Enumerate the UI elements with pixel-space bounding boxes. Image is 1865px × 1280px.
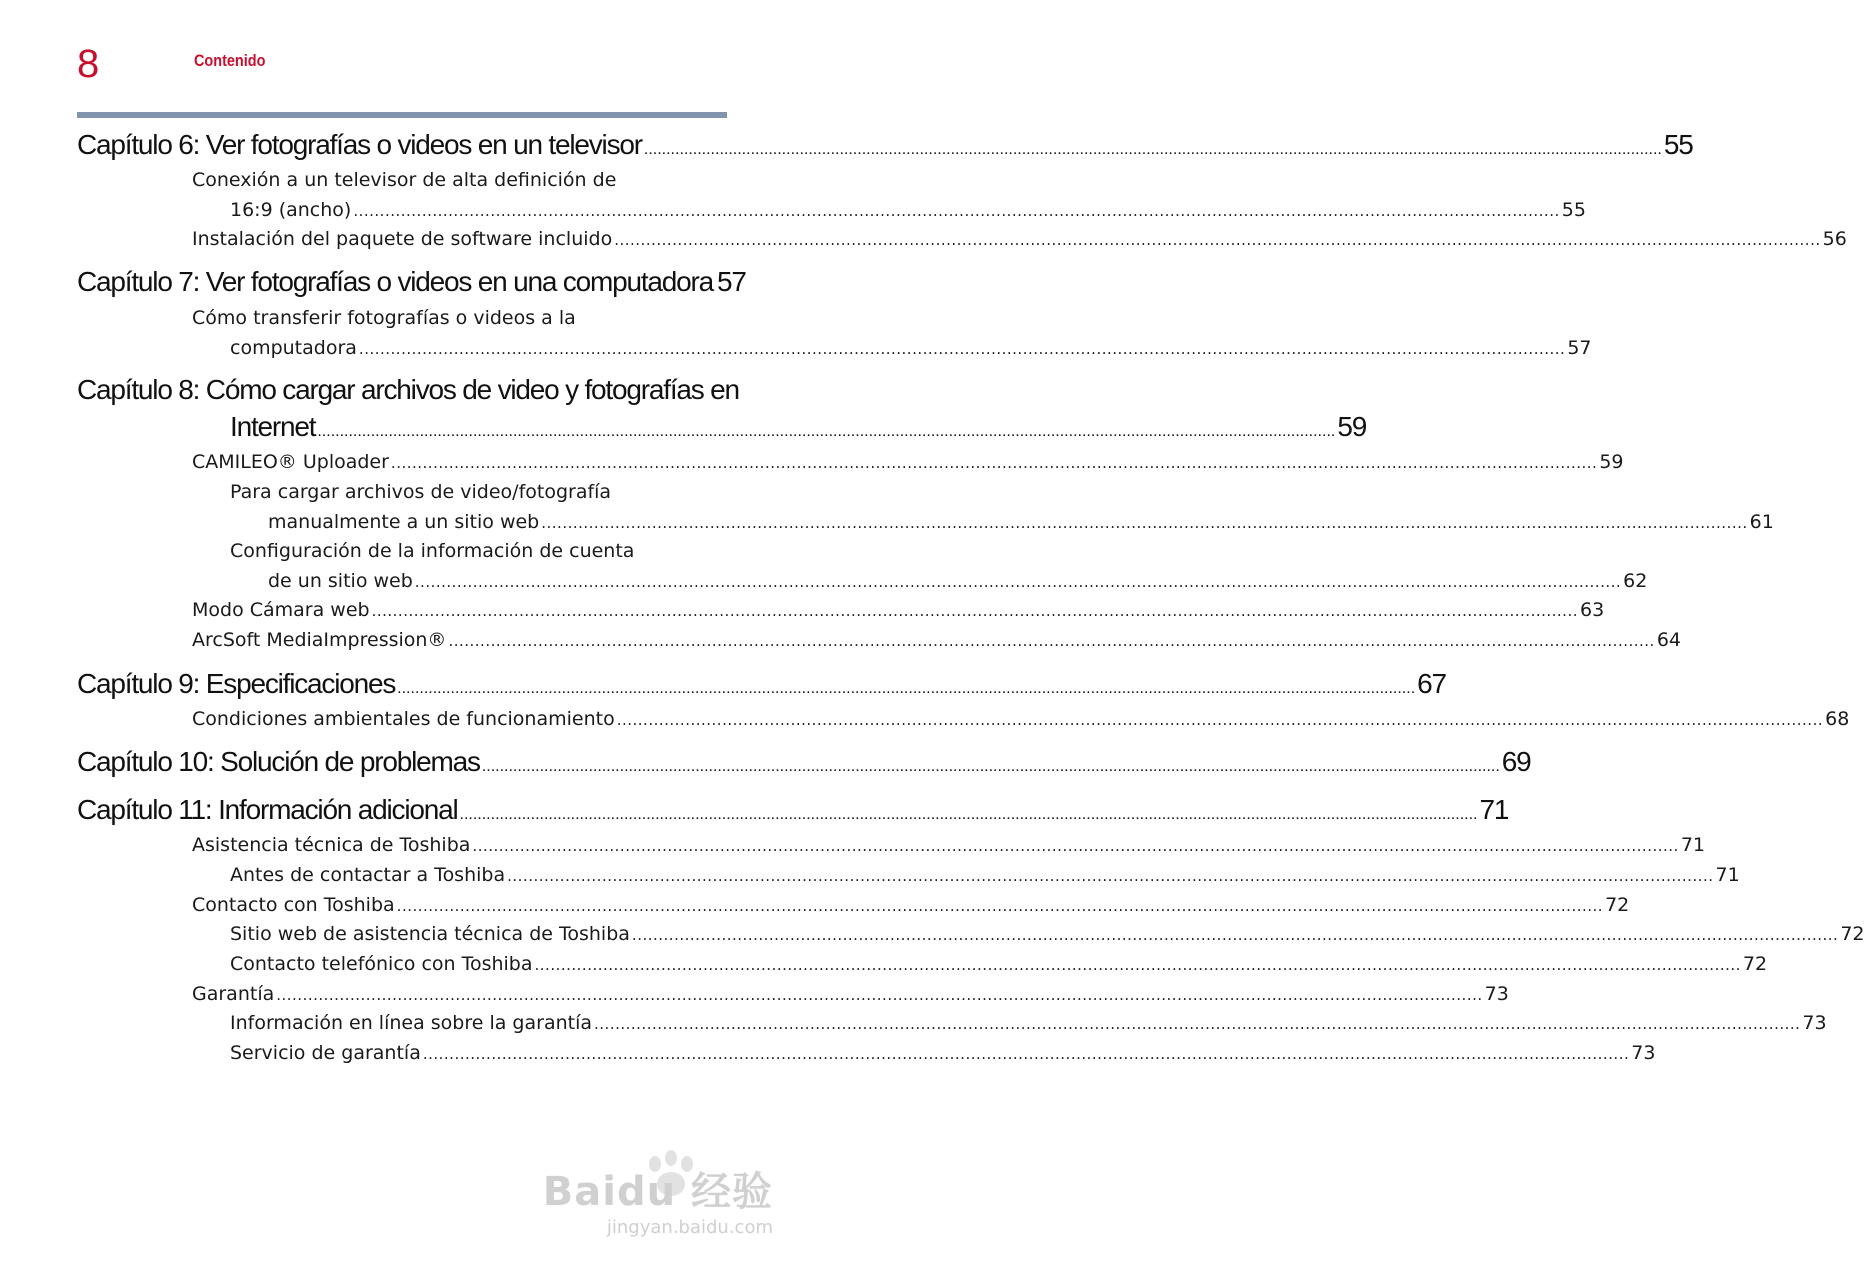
toc-entry-title: Modo Cámara web [192,599,370,621]
toc-entry-title: Capítulo 10: Solución de problemas [77,746,480,777]
toc-page-number: 56 [1822,228,1847,250]
toc-page-number: 64 [1656,629,1682,651]
toc-leader-dots [415,568,1621,596]
toc-entry-title: Capítulo 6: Ver fotografías o videos en un televisor [77,129,642,160]
toc-page-number: 73 [1484,983,1509,1005]
toc-subsection[interactable] [230,920,1865,948]
toc-section[interactable] [230,196,1586,224]
toc-page-number: 71 [1680,834,1705,856]
toc-chapter-9[interactable] [77,667,1446,701]
toc-entry-title: CAMILEO® Uploader [192,451,389,473]
toc-entry-title: Capítulo 11: Información adicional [77,794,458,825]
toc-subsection[interactable] [230,1009,1827,1037]
toc-section[interactable] [192,626,1682,654]
watermark [543,1160,773,1238]
toc-chapter-8-cont[interactable] [230,410,1367,444]
toc-page-number: 73 [1631,1042,1656,1064]
page-number: 8 [77,42,100,86]
toc-subsection-line[interactable]: Configuración de la información de cuenta [230,540,635,562]
toc-leader-dots [535,951,1741,979]
toc-page-number: 59 [1337,411,1367,442]
toc-page-number: 67 [1417,668,1446,699]
toc-chapter-7[interactable] [77,265,746,299]
toc-subsection-line[interactable]: Para cargar archivos de video/fotografía [230,481,612,503]
toc-section[interactable] [192,448,1624,476]
toc-entry-title: Condiciones ambientales de funcionamiento [192,708,615,730]
toc-page-number: 57 [717,266,746,297]
toc-entry-title: manualmente a un sitio web [268,511,540,533]
toc-page-number: 69 [1501,746,1531,777]
toc-section[interactable] [192,225,1847,253]
toc-section[interactable] [192,596,1605,624]
toc-entry-title: Contacto con Toshiba [192,894,395,916]
toc-subsection[interactable] [230,1039,1656,1067]
toc-section[interactable] [192,831,1705,859]
toc-page-number: 68 [1825,708,1850,730]
toc-chapter-6[interactable] [77,128,1693,162]
toc-subsection[interactable] [230,950,1768,978]
toc-section[interactable] [192,980,1509,1008]
toc-leader-dots [423,1040,1629,1068]
toc-leader-dots [460,798,1478,832]
toc-page-number: 72 [1840,923,1865,945]
toc-page-number: 62 [1623,570,1648,592]
toc-entry-title: Sitio web de asistencia técnica de Toshiba [230,923,630,945]
toc-leader-dots [397,892,1603,920]
toc-page-number: 72 [1742,953,1768,975]
toc-leader-dots [372,597,1578,625]
toc-entry-title: Antes de contactar a Toshiba [230,864,506,886]
toc-chapter-8[interactable]: Capítulo 8: Cómo cargar archivos de video y fotografías en [77,374,739,405]
toc-entry-title: Instalación del paquete de software incluido [192,228,613,250]
toc-section[interactable] [192,705,1850,733]
toc-entry-title: computadora [230,337,357,359]
section-title: Contenido [194,51,266,70]
toc-chapter-11[interactable] [77,793,1509,827]
watermark-url: jingyan.baidu.com [606,1217,773,1238]
toc-leader-dots [472,832,1678,860]
toc-chapter-10[interactable] [77,745,1531,779]
watermark-brand: Baidu 经验 [542,1169,773,1215]
toc-page-number: 73 [1802,1012,1827,1034]
toc-entry-title: ArcSoft MediaImpression® [192,629,447,651]
toc-page-number: 61 [1749,511,1774,533]
toc-section[interactable] [192,891,1630,919]
toc-leader-dots [541,509,1747,537]
toc-page-number: 55 [1663,129,1693,160]
toc-subsection[interactable] [230,861,1740,889]
toc-page-number: 55 [1561,199,1586,221]
toc-entry-title: Capítulo 7: Ver fotografías o videos en una computadora [77,266,714,297]
toc-page-number: 72 [1605,894,1630,916]
toc-entry-title: Garantía [192,983,275,1005]
toc-leader-dots [317,415,1335,449]
toc-section[interactable] [230,334,1592,362]
toc-leader-dots [391,449,1597,477]
toc-entry-title: de un sitio web [268,570,413,592]
toc-leader-dots [359,335,1565,363]
toc-page-number: 57 [1567,337,1592,359]
toc-section-line[interactable]: Cómo transferir fotografías o videos a la [192,307,576,329]
toc-leader-dots [644,133,1662,167]
toc-page-number: 71 [1715,864,1740,886]
toc-leader-dots [482,750,1500,784]
toc-leader-dots [397,672,1415,706]
toc-leader-dots [448,627,1654,655]
toc-entry-title: Internet [230,411,316,442]
toc-section-line[interactable]: Conexión a un televisor de alta definición de [192,169,617,191]
toc-entry-title: Asistencia técnica de Toshiba [192,834,471,856]
toc-leader-dots [276,981,1482,1009]
toc-leader-dots [594,1010,1800,1038]
toc-entry-title: 16:9 (ancho) [230,199,352,221]
toc-subsection[interactable] [268,567,1648,595]
toc-leader-dots [617,706,1823,734]
toc-entry-title: Información en línea sobre la garantía [230,1012,593,1034]
toc-page-number: 71 [1479,794,1509,825]
toc-page-number: 59 [1599,451,1624,473]
header-rule [77,112,727,118]
toc-page-number: 63 [1579,599,1605,621]
toc-leader-dots [507,862,1713,890]
toc-leader-dots [353,197,1559,225]
toc-entry-title: Servicio de garantía [230,1042,421,1064]
toc-leader-dots [614,226,1820,254]
toc-leader-dots [632,921,1838,949]
toc-entry-title: Contacto telefónico con Toshiba [230,953,533,975]
toc-entry-title: Capítulo 9: Especificaciones [77,668,396,699]
toc-subsection[interactable] [268,508,1774,536]
